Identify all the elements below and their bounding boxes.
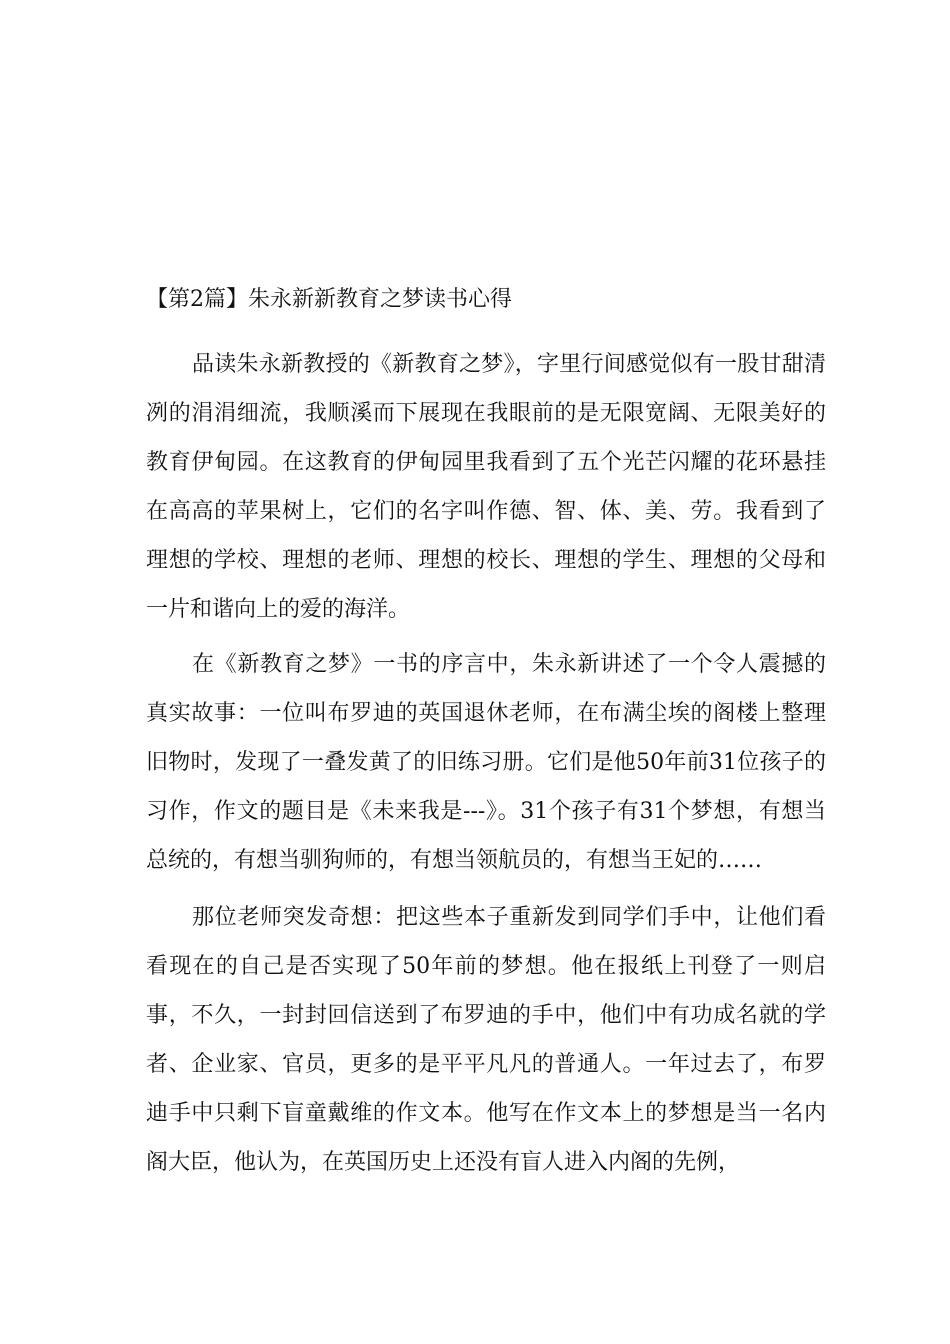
- article-body: [146, 283, 826, 1187]
- paragraph-1: 品读朱永新教授的《新教育之梦》，字里行间感觉似有一股甘甜清冽的涓涓细流，我顺溪而下展现在我眼前的是无限宽阔、无限美好的教育伊甸园。在这教育的伊甸园里我看到了五个光芒闪耀的花环悬挂在高高的苹果树上，它们的名字叫作德、智、体、美、劳。我看到了理想的学校、理想的老师、理想的校长、理想的学生、理想的父母和一片和谐向上的爱的海洋。: [146, 352, 826, 622]
- paragraph-2: 在《新教育之梦》一书的序言中，朱永新讲述了一个令人震撼的真实故事：一位叫布罗迪的英国退休老师，在布满尘埃的阁楼上整理旧物时，发现了一叠发黄了的旧练习册。它们是他50年前31位孩子的习作，作文的题目是《未来我是---》。31个孩子有31个梦想，有想当总统的，有想当驯狗师的，有想当领航员的，有想当王妃的……: [146, 652, 826, 873]
- article-title: 【第2篇】朱永新新教育之梦读书心得: [146, 287, 512, 312]
- paragraph-3: 那位老师突发奇想：把这些本子重新发到同学们手中，让他们看看现在的自己是否实现了50年前的梦想。他在报纸上刊登了一则启事，不久，一封封回信送到了布罗迪的手中，他们中有功成名就的学者、企业家、官员，更多的是平平凡凡的普通人。一年过去了，布罗迪手中只剩下盲童戴维的作文本。他写在作文本上的梦想是当一名内阁大臣，他认为，在英国历史上还没有盲人进入内阁的先例，: [146, 905, 826, 1175]
